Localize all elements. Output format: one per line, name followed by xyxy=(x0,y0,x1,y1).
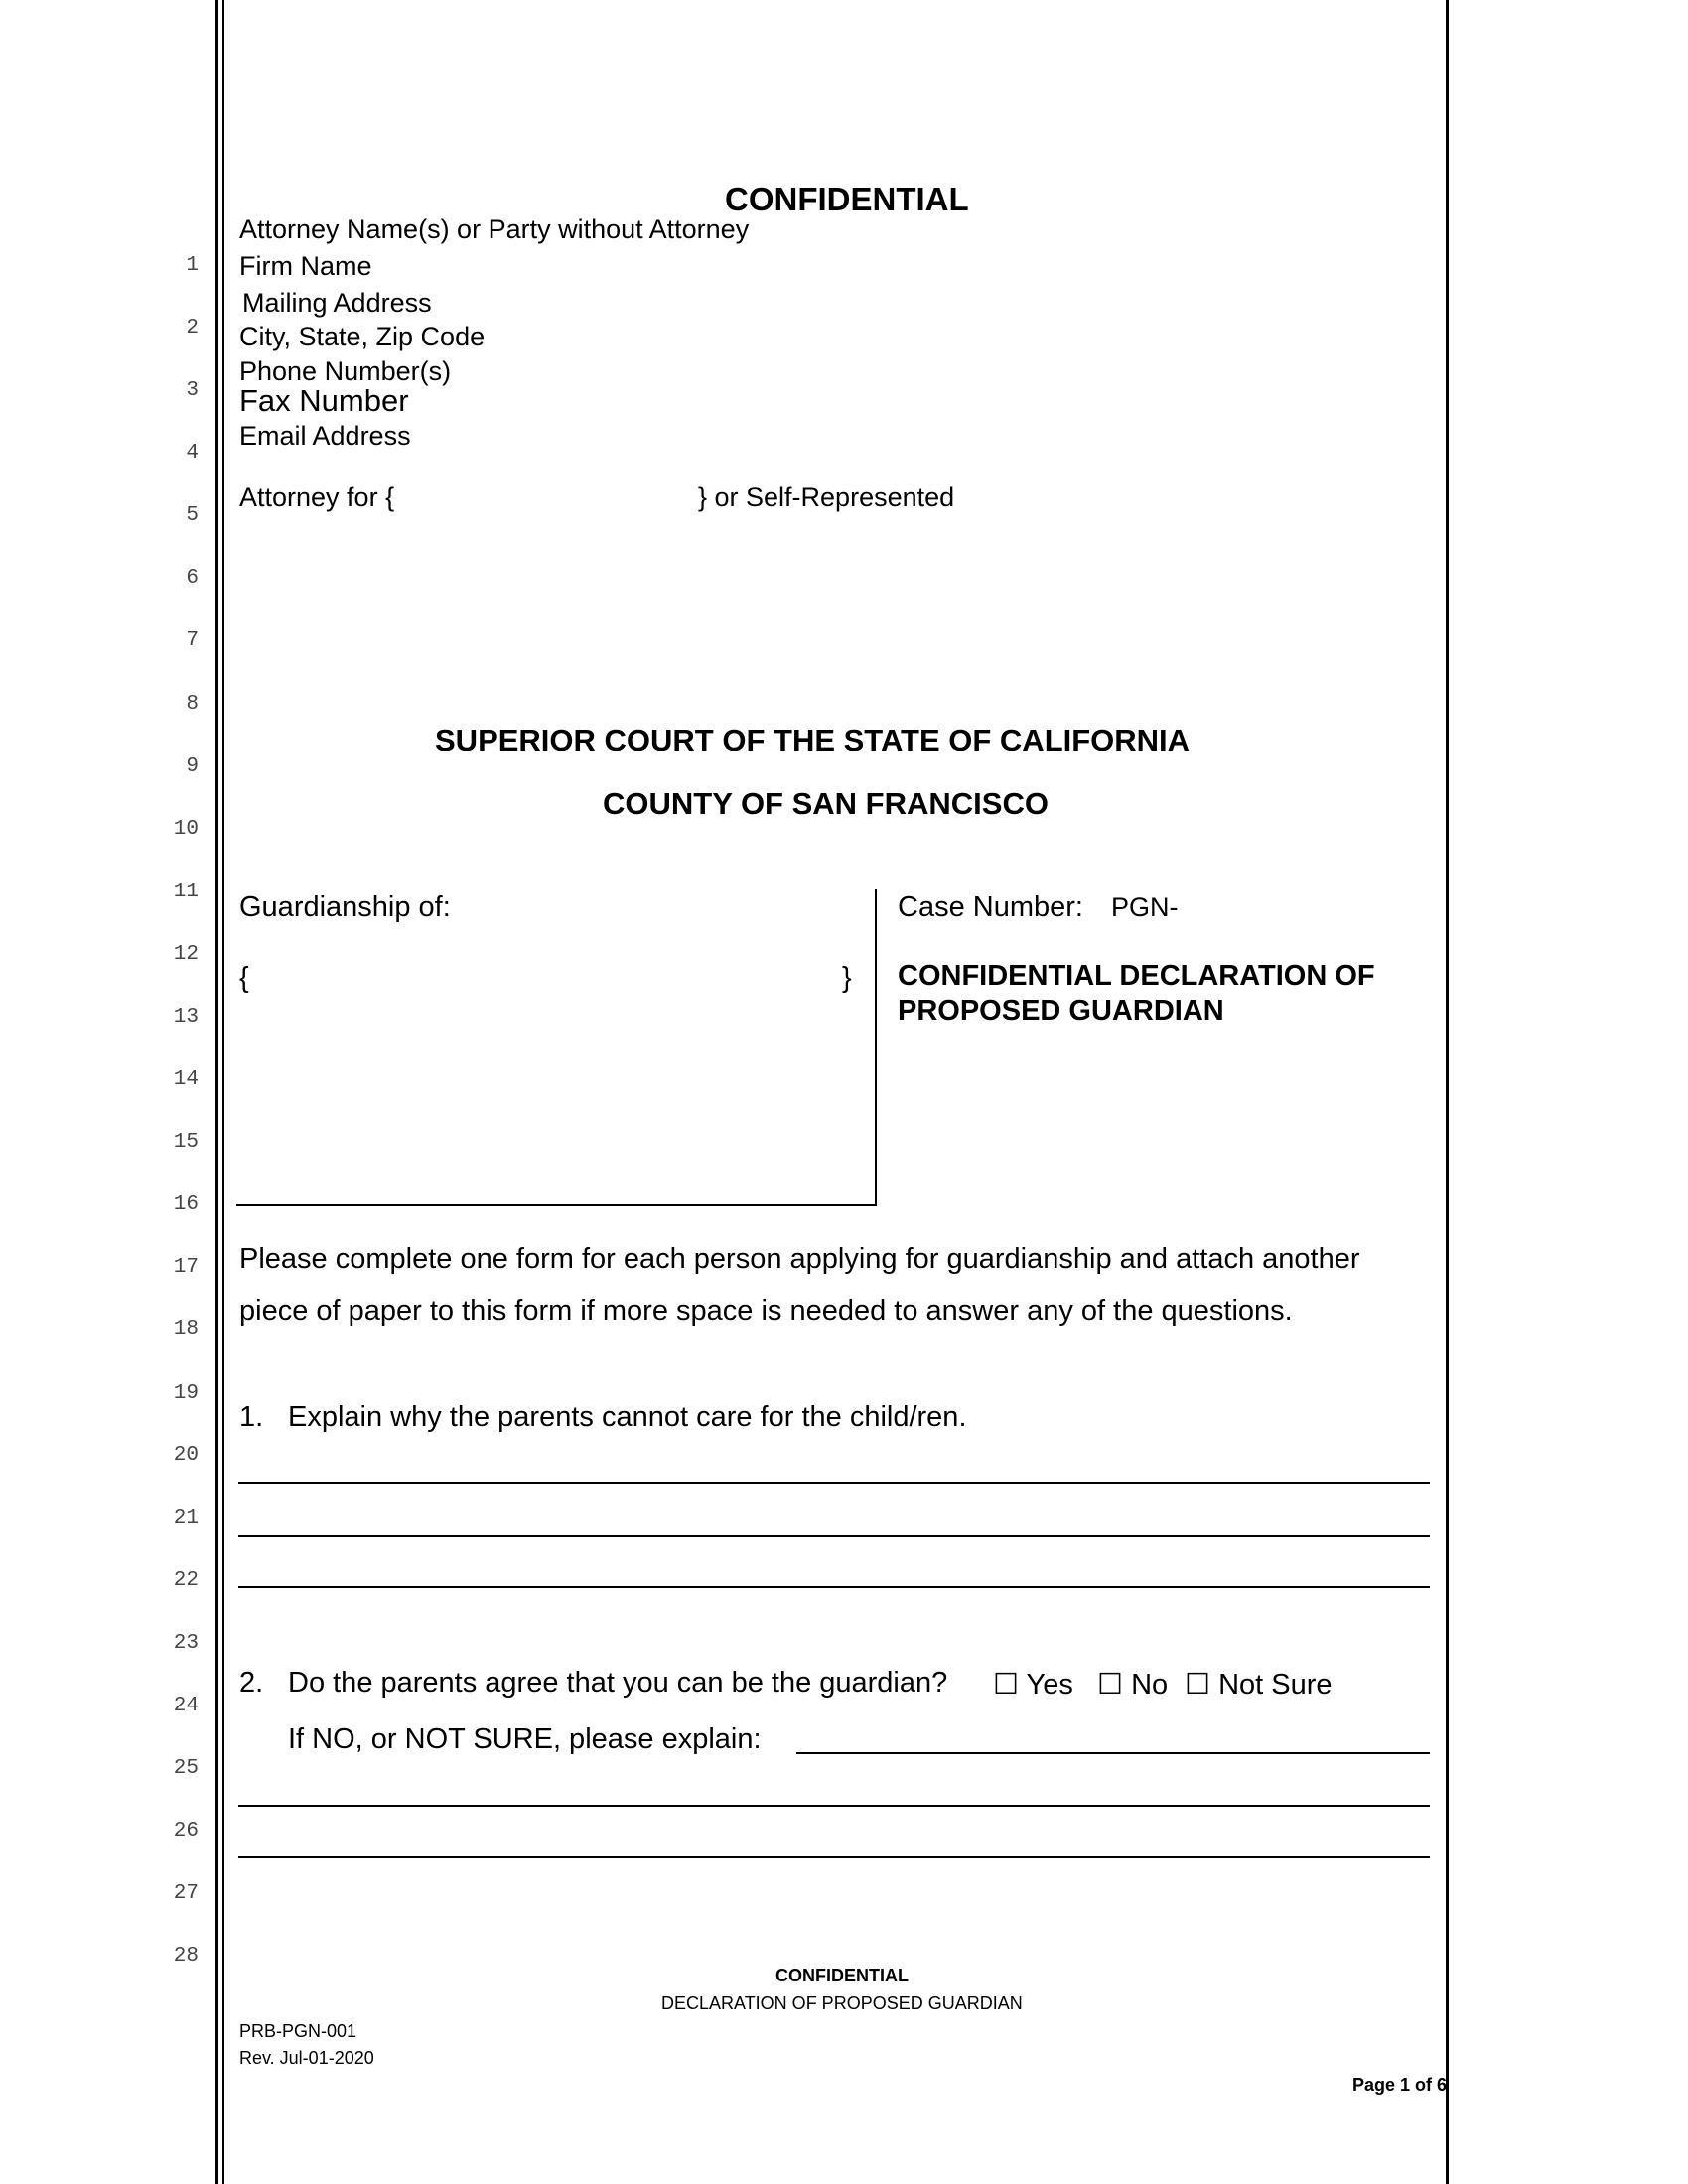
line-number: 17 xyxy=(173,1256,199,1279)
line-number: 10 xyxy=(173,818,199,841)
line-number: 2 xyxy=(186,317,199,340)
checkbox-yes[interactable] xyxy=(993,1667,1073,1702)
firm-name: Firm Name xyxy=(239,251,372,281)
attorney-for-close: } or Self-Represented xyxy=(698,482,955,512)
line-number: 25 xyxy=(173,1757,199,1780)
caption-box-divider xyxy=(875,889,877,1206)
checkbox-icon: ☐ xyxy=(1185,1669,1210,1701)
caption-box-bottom-rule xyxy=(236,1204,877,1206)
line-number: 21 xyxy=(173,1507,199,1530)
checkbox-label: No xyxy=(1131,1669,1169,1701)
question-text: Do the parents agree that you can be the guardian? xyxy=(288,1667,948,1699)
followup-prompt: If NO, or NOT SURE, please explain: xyxy=(288,1723,762,1755)
answer-line[interactable] xyxy=(238,1535,1430,1537)
line-number: 11 xyxy=(173,881,199,903)
attorney-for-open: Attorney for { xyxy=(239,482,395,512)
line-number: 18 xyxy=(173,1318,199,1341)
minor-name-brace-open: { xyxy=(239,962,249,994)
mailing-address: Mailing Address xyxy=(242,288,432,318)
checkbox-icon: ☐ xyxy=(993,1669,1019,1701)
checkbox-icon: ☐ xyxy=(1097,1669,1123,1701)
line-number: 20 xyxy=(173,1444,199,1467)
line-number: 9 xyxy=(186,755,199,778)
line-number: 13 xyxy=(173,1006,199,1028)
footer-confidential: CONFIDENTIAL xyxy=(775,1966,909,1985)
line-number: 16 xyxy=(173,1193,199,1216)
question-text: Explain why the parents cannot care for the child/ren. xyxy=(288,1401,967,1433)
line-number: 4 xyxy=(186,442,199,465)
line-number: 7 xyxy=(186,629,199,652)
confidential-title: CONFIDENTIAL xyxy=(725,181,969,217)
line-number: 12 xyxy=(173,943,199,966)
answer-line[interactable] xyxy=(238,1482,1430,1484)
left-margin-rule-outer xyxy=(215,0,218,2184)
county-name: COUNTY OF SAN FRANCISCO xyxy=(603,786,1049,821)
line-number: 15 xyxy=(173,1131,199,1154)
instructions-line2: piece of paper to this form if more space is needed to answer any of the questions. xyxy=(239,1296,1293,1327)
form-code: PRB-PGN-001 xyxy=(239,2021,357,2041)
answer-line[interactable] xyxy=(238,1805,1430,1807)
case-number-label: Case Number: xyxy=(898,891,1083,923)
phone-numbers: Phone Number(s) xyxy=(239,356,452,386)
email-address: Email Address xyxy=(239,421,411,451)
instructions-line1: Please complete one form for each person applying for guardianship and attach another xyxy=(239,1243,1360,1275)
left-margin-rule-inner xyxy=(222,0,224,2184)
line-number: 1 xyxy=(186,254,199,277)
guardianship-of-label: Guardianship of: xyxy=(239,891,451,923)
line-number: 23 xyxy=(173,1632,199,1655)
line-number: 22 xyxy=(173,1570,199,1592)
line-number: 26 xyxy=(173,1820,199,1843)
line-number: 24 xyxy=(173,1695,199,1717)
checkbox-not-sure[interactable] xyxy=(1185,1667,1333,1702)
line-number: 28 xyxy=(173,1945,199,1968)
line-number: 14 xyxy=(173,1068,199,1091)
revision-date: Rev. Jul-01-2020 xyxy=(239,2048,374,2068)
line-number: 3 xyxy=(186,379,199,402)
attorney-name: Attorney Name(s) or Party without Attorney xyxy=(239,214,750,244)
right-margin-rule xyxy=(1446,0,1449,2184)
case-number-value: PGN- xyxy=(1111,892,1179,922)
line-number: 8 xyxy=(186,693,199,716)
fax-number: Fax Number xyxy=(239,383,409,418)
minor-name-brace-close: } xyxy=(842,962,852,994)
answer-line[interactable] xyxy=(238,1586,1430,1588)
checkbox-label: Yes xyxy=(1026,1669,1073,1701)
answer-line[interactable] xyxy=(238,1856,1430,1858)
question-number: 1. xyxy=(239,1401,264,1433)
footer-declaration: DECLARATION OF PROPOSED GUARDIAN xyxy=(661,1993,1023,2013)
line-number: 27 xyxy=(173,1882,199,1905)
document-title-line2: PROPOSED GUARDIAN xyxy=(898,995,1224,1026)
checkbox-label: Not Sure xyxy=(1218,1669,1333,1701)
question-number: 2. xyxy=(239,1667,264,1699)
document-title-line1: CONFIDENTIAL DECLARATION OF xyxy=(898,960,1375,992)
line-number: 6 xyxy=(186,567,199,590)
line-number: 19 xyxy=(173,1382,199,1405)
city-state-zip: City, State, Zip Code xyxy=(239,322,486,351)
answer-line[interactable] xyxy=(796,1752,1430,1754)
checkbox-no[interactable] xyxy=(1097,1667,1168,1702)
line-number: 5 xyxy=(186,504,199,527)
court-name: SUPERIOR COURT OF THE STATE OF CALIFORNIA xyxy=(435,723,1191,757)
page-number: Page 1 of 6 xyxy=(1352,2075,1448,2095)
